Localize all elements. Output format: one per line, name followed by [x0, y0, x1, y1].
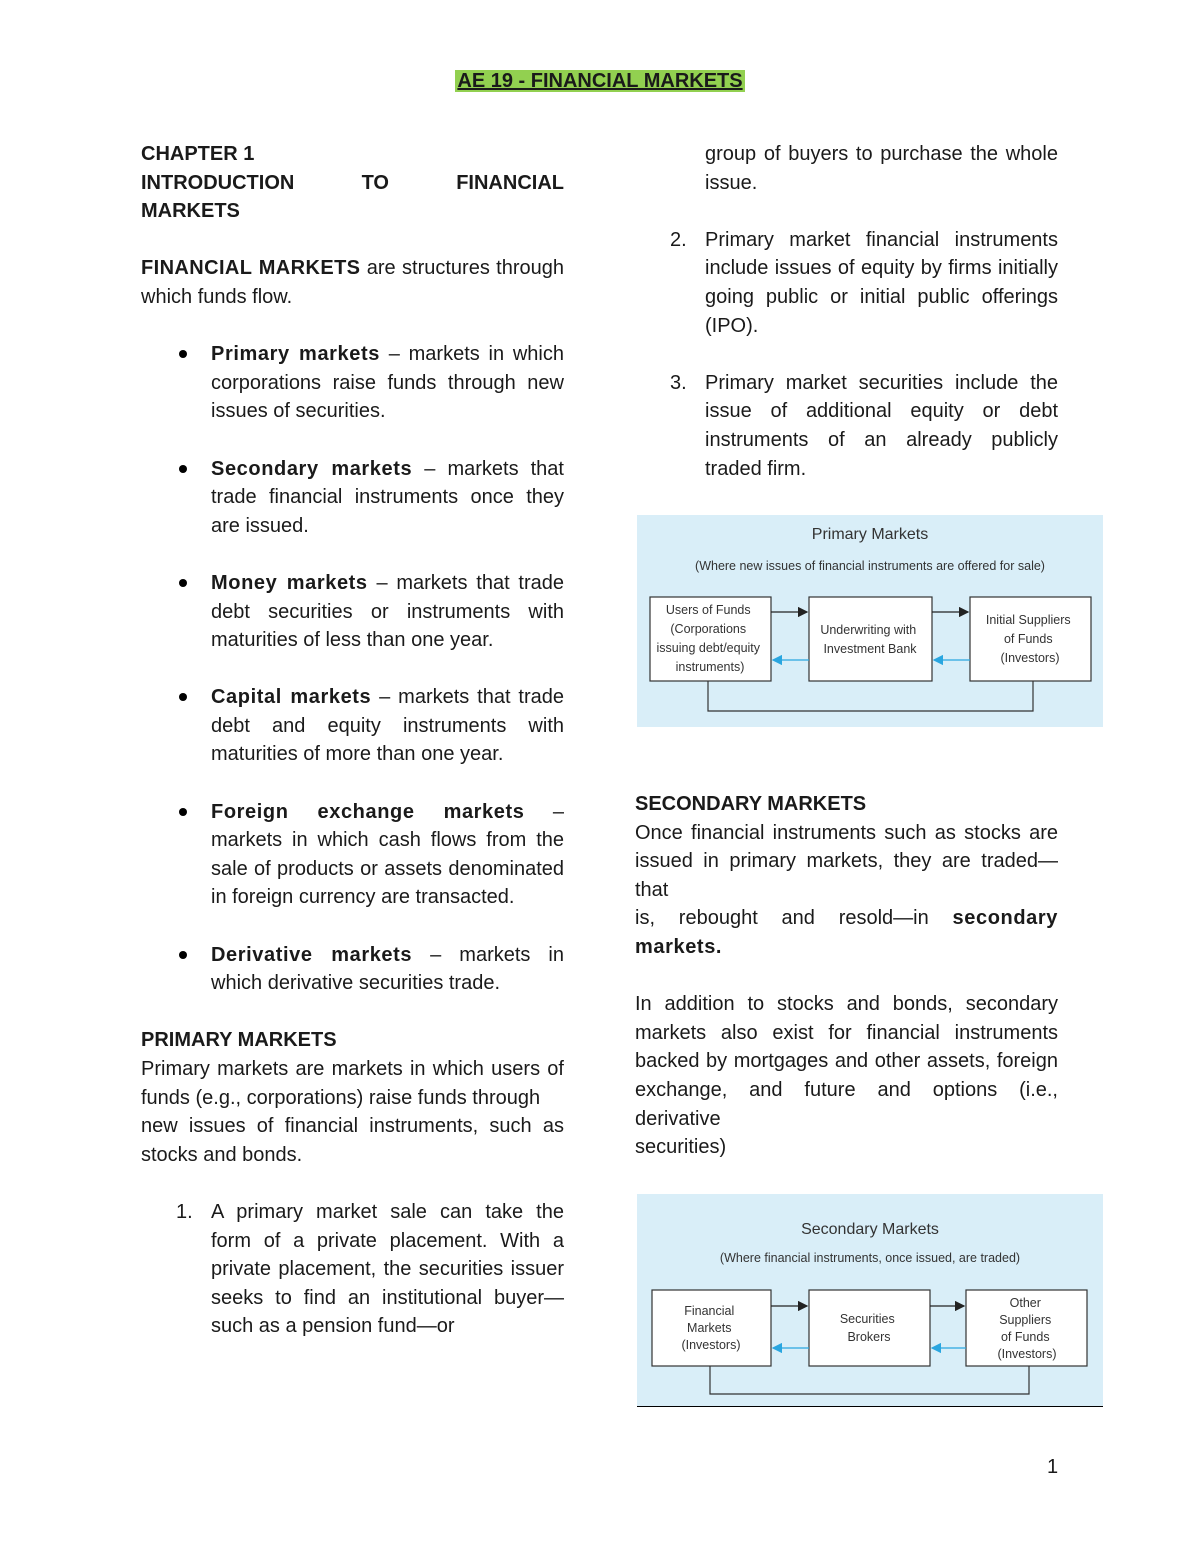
- diagram-title: Primary Markets: [811, 526, 929, 543]
- secondary-paragraph2-line1: In addition to stocks and bonds, secondary markets also exist for financial instruments backed by mortgages and other assets, foreign exchange, and future and options (i.e., derivative: [635, 993, 1058, 1130]
- other-suppliers-label: Other Suppliers of Funds (Investors): [997, 1296, 1057, 1361]
- chapter-number: CHAPTER 1: [141, 143, 255, 165]
- document-title: AE 19 - FINANCIAL MARKETS: [457, 70, 743, 92]
- secondary-paragraph-line2: is, rebought and resold—in secondary markets.: [635, 907, 1058, 958]
- list-item: 3. Primary market securities include the issue of additional equity or debt instruments of an already publicly traded firm.: [670, 371, 1058, 480]
- market-types-list: [141, 340, 564, 998]
- primary-items-list-start: [141, 1198, 564, 1341]
- list-item: 1. A primary market sale can take the form of a private placement. With a private placement, the securities issuer seeks to find an institutional buyer—such as a pension fund—or: [176, 1200, 564, 1338]
- list-item: Money markets – markets that trade debt securities or instruments with maturities of less than one year.: [141, 569, 564, 655]
- securities-brokers-label: Securities Brokers: [839, 1312, 895, 1344]
- feedback-line: [708, 681, 1033, 711]
- chapter-heading: INTRODUCTION TO FINANCIAL: [141, 171, 564, 194]
- primary-items-list: [635, 226, 1058, 483]
- list-item-continuation: group of buyers to purchase the whole issue.: [705, 143, 1058, 194]
- list-item: Secondary markets – markets that trade financial instruments once they are issued.: [141, 455, 564, 541]
- list-item: Derivative markets – markets in which derivative securities trade.: [141, 941, 564, 998]
- chapter-heading-line2: MARKETS: [141, 200, 240, 223]
- diagram-bottom-rule: [637, 1406, 1103, 1407]
- list-item: Capital markets – markets that trade debt and equity instruments with maturities of more than one year.: [141, 683, 564, 769]
- list-item: 2. Primary market financial instruments include issues of equity by firms initially going public or initial public offerings (IPO).: [670, 228, 1058, 337]
- list-item: Foreign exchange markets – markets in which cash flows from the sale of products or assets denominated in foreign currency are transacted.: [141, 798, 564, 912]
- primary-markets-heading: PRIMARY MARKETS: [141, 1029, 337, 1052]
- primary-paragraph-line1: Primary markets are markets in which users of funds (e.g., corporations) raise funds through: [141, 1058, 564, 1109]
- investment-bank-box: [809, 597, 932, 681]
- right-column: [635, 140, 1058, 512]
- secondary-paragraph-line1: Once financial instruments such as stocks are issued in primary markets, they are traded—that: [635, 821, 1058, 901]
- diagram-subtitle: (Where financial instruments, once issued, are traded): [719, 1251, 1021, 1265]
- page-number: 1: [1047, 1456, 1059, 1478]
- secondary-markets-diagram-svg: [637, 1194, 1103, 1406]
- list-item: Primary markets – markets in which corporations raise funds through new issues of securities.: [141, 340, 564, 426]
- diagram-subtitle: (Where new issues of financial instruments are offered for sale): [695, 559, 1045, 573]
- diagram-title: Secondary Markets: [801, 1221, 939, 1238]
- feedback-line: [710, 1366, 1029, 1394]
- financial-markets-label: Financial Markets (Investors): [681, 1304, 741, 1352]
- primary-markets-diagram: [637, 515, 1103, 727]
- secondary-markets-heading: SECONDARY MARKETS: [635, 793, 867, 815]
- securities-brokers-box: [809, 1290, 930, 1366]
- primary-paragraph-line2: new issues of financial instruments, such as stocks and bonds.: [141, 1115, 564, 1166]
- primary-markets-diagram-svg: [637, 515, 1103, 727]
- intro-paragraph: FINANCIAL MARKETS are structures through which funds flow.: [141, 257, 564, 308]
- users-of-funds-label: Users of Funds (Corporations issuing debt/equity instruments): [656, 603, 761, 674]
- initial-suppliers-label: Initial Suppliers of Funds (Investors): [985, 613, 1071, 665]
- secondary-section: [635, 790, 1058, 1162]
- investment-bank-label: Underwriting with Investment Bank: [820, 623, 917, 656]
- secondary-markets-diagram: [637, 1194, 1103, 1406]
- secondary-paragraph2-line2: securities): [635, 1136, 727, 1159]
- left-column: [141, 140, 564, 1341]
